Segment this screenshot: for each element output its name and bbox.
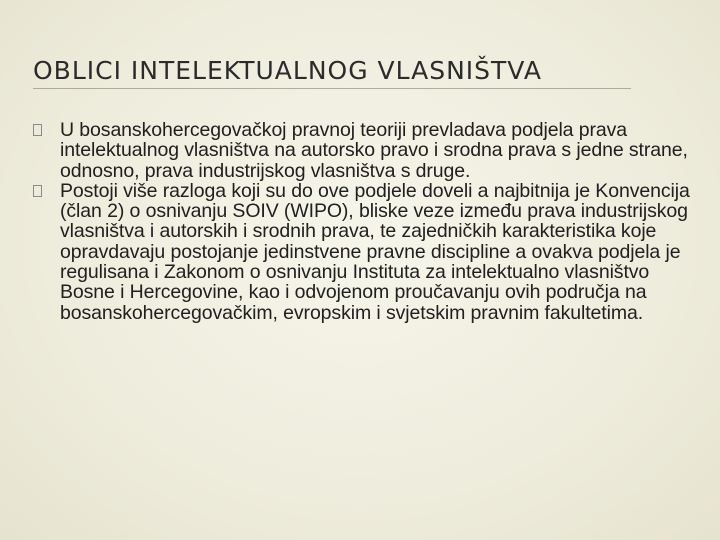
slide-title: OBLICI INTELEKTUALNOG VLASNIŠTVA (33, 56, 542, 85)
square-bullet-icon (33, 185, 42, 197)
bullet-text: U bosanskohercegovačkoj pravnoj teoriji prevladava podjela prava intelektualnog vlasništva na autorsko pravo i srodna prava s jedne strane, odnosno, prava industrijskog vlasništva s druge. (60, 119, 688, 182)
bullet-item (33, 181, 703, 323)
bullet-list (33, 120, 703, 323)
bullet-item (33, 120, 703, 181)
square-bullet-icon (33, 124, 42, 136)
title-underline (33, 88, 631, 89)
bullet-text: Postoji više razloga koji su do ove podjele doveli a najbitnija je Konvencija (član 2) o osnivanju SOIV (WIPO), bliske veze između prava industrijskog vlasništva i autorskih i srodnih prava, te zajedničkih karakteristika koje opravdavaju postojanje jedinstvene pravne discipline a ovakva podjela je regulisana i Zakonom o osnivanju Instituta za intelektualno vlasništvo Bosne i Hercegovine, kao i odvojenom proučavanju ovih područja na bosanskohercegovačkim, evropskim i svjetskim pravnim fakultetima. (60, 179, 690, 324)
